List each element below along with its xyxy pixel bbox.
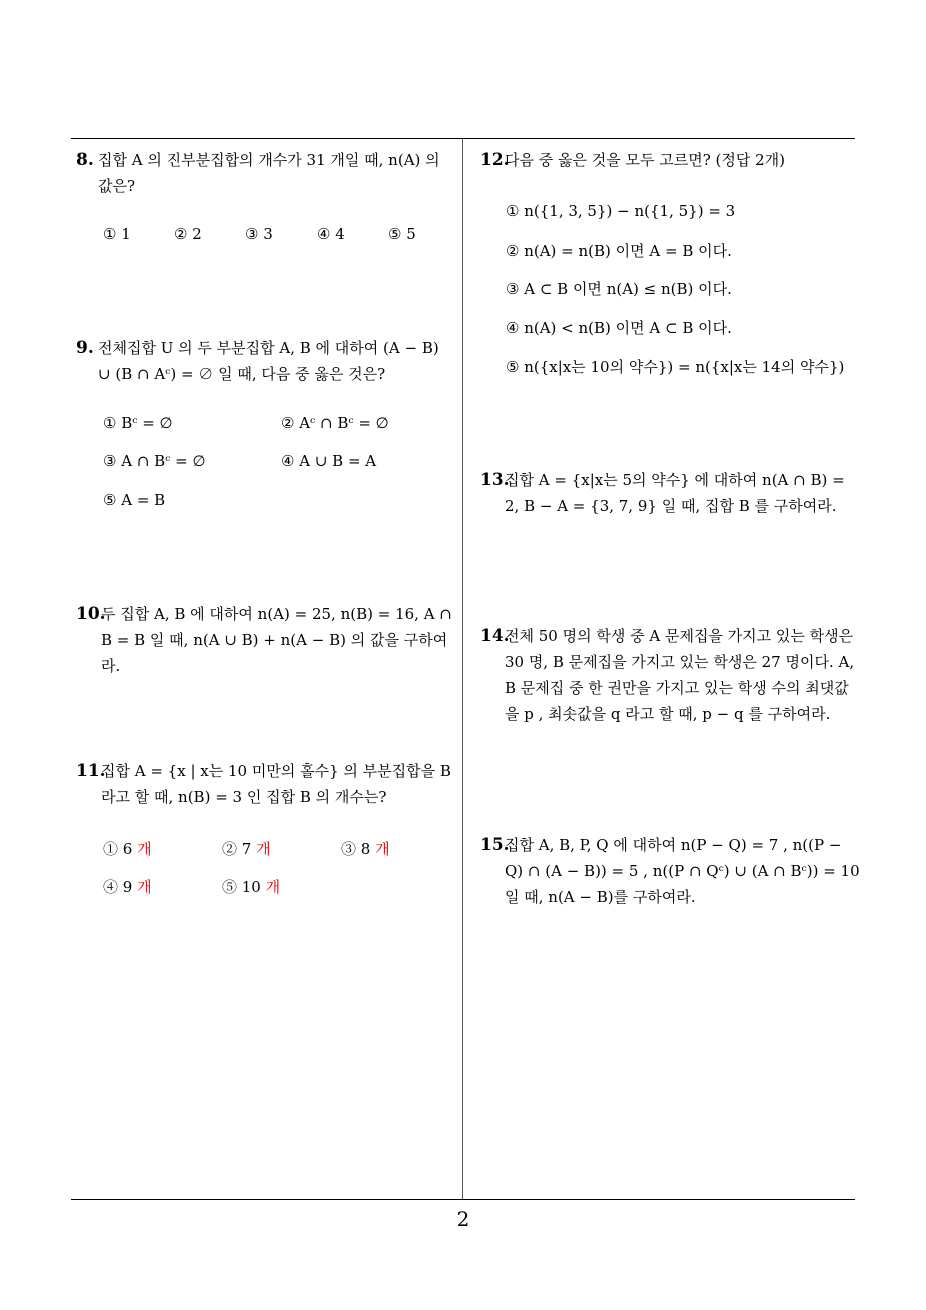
question-13: [480, 467, 860, 519]
option-label: ③ 8: [341, 840, 371, 858]
option-label: ① 6: [103, 840, 133, 858]
q12-option-1[interactable]: ① n({1, 3, 5}) − n({1, 5}) = 3: [506, 202, 736, 220]
option-label: ⑤ 10: [222, 878, 261, 896]
question-text: 다음 중 옳은 것을 모두 고르면? (정답 2개): [505, 151, 786, 169]
q12-option-2[interactable]: ② n(A) = n(B) 이면 A = B 이다.: [506, 242, 732, 260]
q12-option-3[interactable]: ③ A ⊂ B 이면 n(A) ≤ n(B) 이다.: [506, 280, 732, 298]
q8-option-1[interactable]: ① 1: [103, 225, 131, 243]
option-unit: 개: [256, 840, 271, 858]
q11-option-3[interactable]: [341, 838, 390, 859]
question-number: 9.: [76, 338, 94, 358]
question-number: 8.: [76, 150, 94, 170]
question-15: [480, 832, 860, 910]
question-9: [76, 335, 456, 387]
q9-option-5[interactable]: ⑤ A = B: [103, 491, 166, 509]
page-number: 2: [456, 1207, 470, 1231]
question-text: 전체 50 명의 학생 중 A 문제집을 가지고 있는 학생은 30 명, B 문제집을 가지고 있는 학생은 27 명이다. A, B 문제집 중 한 권만을 가지고 있는 학생 수의 최댓값을 p , 최솟값을 q 라고 할 때, p − q 를 구하여라.: [505, 627, 855, 723]
question-8: [76, 147, 456, 199]
q9-option-2[interactable]: ② Aᶜ ∩ Bᶜ = ∅: [281, 414, 389, 432]
option-unit: 개: [265, 878, 281, 896]
question-10: [76, 601, 456, 679]
q9-option-3[interactable]: ③ A ∩ Bᶜ = ∅: [103, 452, 206, 470]
q9-option-4[interactable]: ④ A ∪ B = A: [281, 452, 377, 470]
option-unit: 개: [375, 840, 390, 858]
top-rule: [71, 138, 855, 139]
question-text: 집합 A = {x|x는 5의 약수} 에 대하여 n(A ∩ B) = 2, B − A = {3, 7, 9} 일 때, 집합 B 를 구하여라.: [505, 471, 845, 515]
option-unit: 개: [137, 878, 152, 896]
question-12: [480, 147, 860, 173]
question-number: 15.: [480, 835, 510, 855]
q8-option-4[interactable]: ④ 4: [317, 225, 345, 243]
question-text: 두 집합 A, B 에 대하여 n(A) = 25, n(B) = 16, A ∩ B = B 일 때, n(A ∪ B) + n(A − B) 의 값을 구하여라.: [101, 605, 452, 675]
question-text: 전체집합 U 의 두 부분집합 A, B 에 대하여 (A − B) ∪ (B ∩ Aᶜ) = ∅ 일 때, 다음 중 옳은 것은?: [98, 339, 439, 383]
question-number: 10.: [76, 604, 106, 624]
question-number: 11.: [76, 761, 106, 781]
option-unit: 개: [137, 840, 152, 858]
q8-option-5[interactable]: ⑤ 5: [388, 225, 416, 243]
q12-option-5[interactable]: ⑤ n({x|x는 10의 약수}) = n({x|x는 14의 약수}): [506, 358, 845, 376]
q11-option-1[interactable]: [103, 838, 152, 859]
question-number: 12.: [480, 150, 510, 170]
bottom-rule: [71, 1199, 855, 1200]
question-number: 14.: [480, 626, 510, 646]
q9-option-1[interactable]: ① Bᶜ = ∅: [103, 414, 173, 432]
q11-option-5[interactable]: [222, 876, 280, 897]
option-label: ④ 9: [103, 878, 133, 896]
q11-option-2[interactable]: [222, 838, 271, 859]
q12-option-4[interactable]: ④ n(A) < n(B) 이면 A ⊂ B 이다.: [506, 319, 732, 337]
option-label: ② 7: [222, 840, 252, 858]
question-number: 13.: [480, 470, 510, 490]
column-divider: [462, 139, 463, 1199]
q8-option-3[interactable]: ③ 3: [245, 225, 273, 243]
question-text: 집합 A 의 진부분집합의 개수가 31 개일 때, n(A) 의 값은?: [98, 151, 440, 195]
q8-option-2[interactable]: ② 2: [174, 225, 202, 243]
question-text: 집합 A, B, P, Q 에 대하여 n(P − Q) = 7 , n((P − Q) ∩ (A − B)) = 5 , n((P ∩ Qᶜ) ∪ (A ∩ Bᶜ)) = 10 일 때, n(A − B)를 구하여라.: [505, 836, 860, 906]
q11-option-4[interactable]: [103, 876, 152, 897]
question-text: 집합 A = {x | x는 10 미만의 홀수} 의 부분집합을 B 라고 할 때, n(B) = 3 인 집합 B 의 개수는?: [101, 762, 451, 806]
question-14: [480, 623, 860, 727]
question-11: [76, 758, 456, 810]
